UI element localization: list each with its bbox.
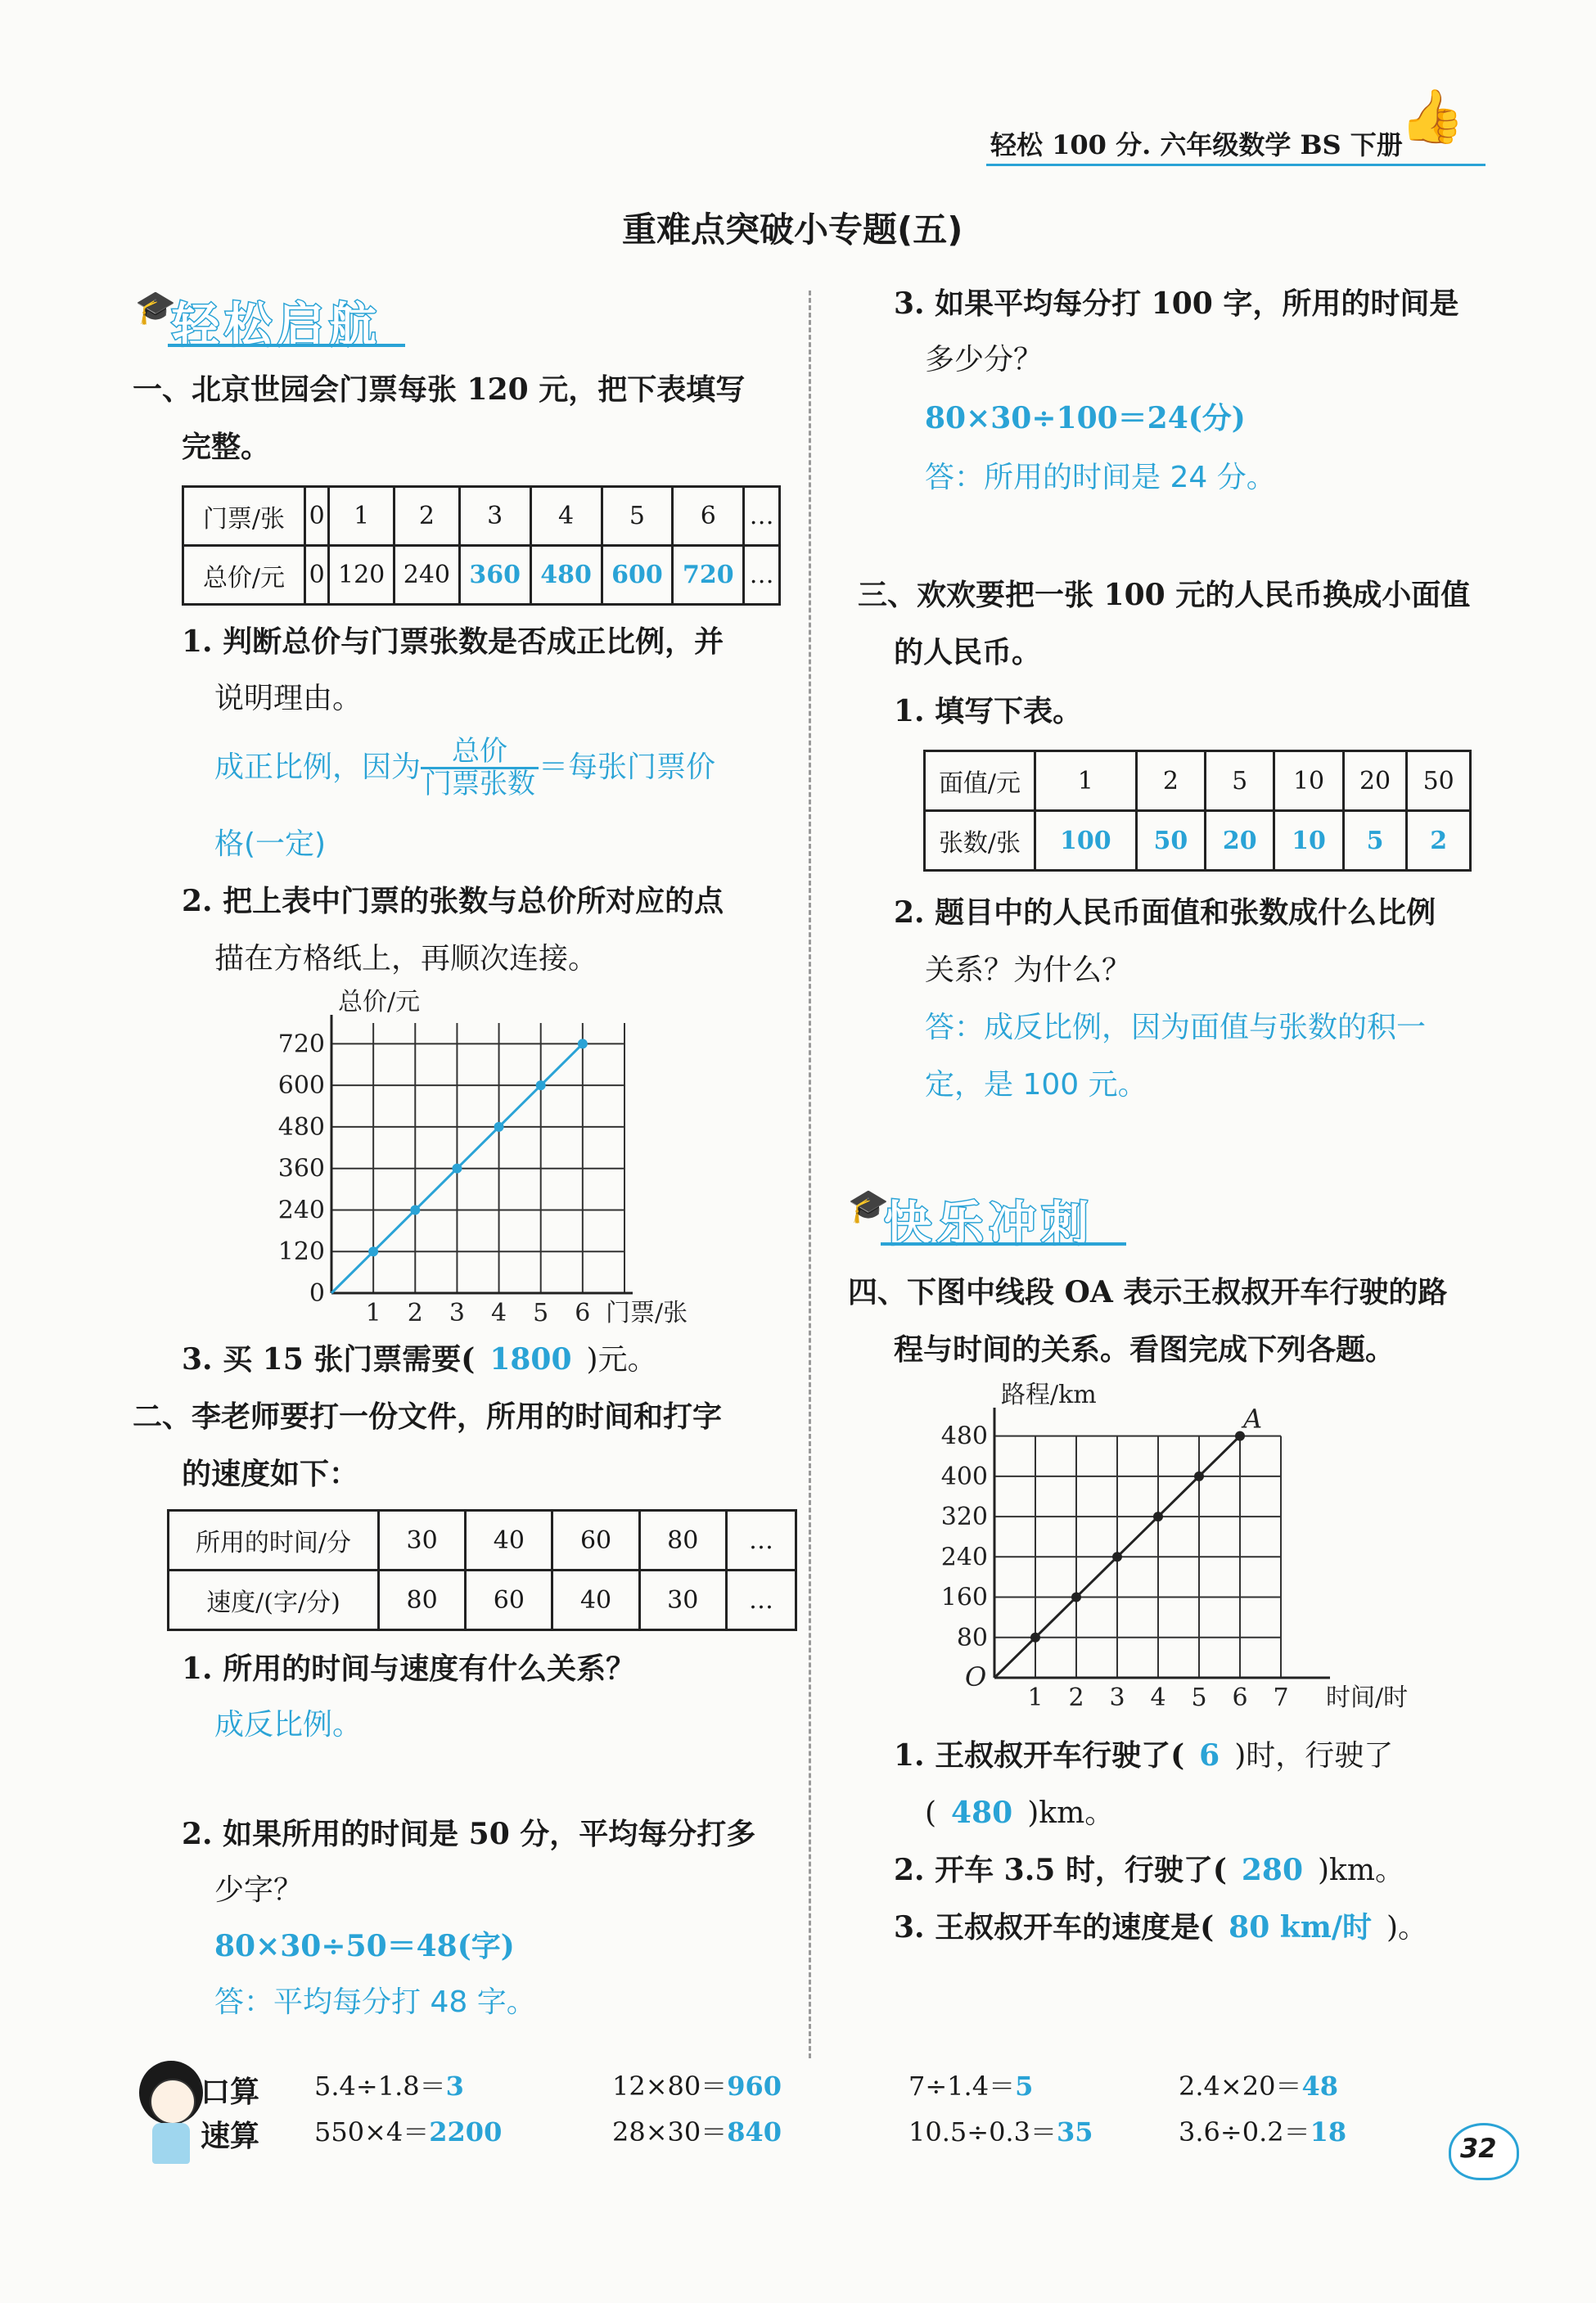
q1-cell: 1 xyxy=(329,487,394,546)
q3-cell: 1 xyxy=(1035,751,1137,811)
data-point xyxy=(1194,1471,1204,1481)
q1-sub2-line1: 2. 把上表中门票的张数与总价所对应的点 xyxy=(182,884,724,918)
x-tick-label: 6 xyxy=(1232,1683,1248,1712)
y-axis-label: 总价/元 xyxy=(338,988,421,1016)
data-point xyxy=(1030,1633,1040,1643)
q2-cell: 40 xyxy=(552,1571,639,1630)
q3-cell: 2 xyxy=(1136,751,1205,811)
q4-sub1-line2: ( 480 )km。 xyxy=(925,1796,1115,1830)
y-tick-label: 480 xyxy=(940,1422,988,1451)
q1-sub3-answer: 1800 xyxy=(489,1342,572,1377)
q3-answer2-line1: 答：成反比例，因为面值与张数的积一 xyxy=(925,1011,1427,1044)
y-tick-label: 80 xyxy=(956,1623,988,1652)
y-tick-label: 720 xyxy=(277,1030,325,1059)
q2-cell: 30 xyxy=(379,1511,466,1571)
y-tick-label: 360 xyxy=(277,1154,325,1183)
header-title: 轻松 100 分. 六年级数学 BS 下册 xyxy=(990,129,1403,160)
q3-cell: 20 xyxy=(1343,751,1407,811)
q1-cell: … xyxy=(744,546,780,605)
q1-answer-cell: 480 xyxy=(530,546,602,605)
q1-sub3: 3. 买 15 张门票需要( 1800 )元。 xyxy=(182,1342,657,1377)
q1-cell: … xyxy=(744,487,780,546)
q2-cell: 40 xyxy=(466,1511,552,1571)
q1-answer-cell: 720 xyxy=(673,546,744,605)
q1-stem-line2: 完整。 xyxy=(182,430,271,464)
y-axis-label: 路程/km xyxy=(1001,1381,1097,1409)
data-point xyxy=(1071,1593,1081,1602)
q1-sub1-line2: 说明理由。 xyxy=(214,682,363,715)
boy-mascot-body-icon xyxy=(152,2123,190,2164)
y-tick-label: 160 xyxy=(940,1583,988,1612)
data-point xyxy=(1112,1552,1122,1562)
data-point xyxy=(494,1122,504,1132)
q2-answer3-line1: 80×30÷100＝24(分) xyxy=(925,401,1246,435)
q2-sub2-line2: 少字？ xyxy=(214,1873,304,1907)
q4-stem-line1: 四、下图中线段 OA 表示王叔叔开车行驶的路 xyxy=(848,1275,1448,1309)
q2-cell: 60 xyxy=(466,1571,552,1630)
q2-cell: 60 xyxy=(552,1511,639,1571)
section-underline-1 xyxy=(168,344,405,347)
section-title-1: 轻松启航 xyxy=(172,297,382,353)
q2-cell: 80 xyxy=(639,1511,726,1571)
q4-sub1-line1: 1. 王叔叔开车行驶了( 6 )时，行驶了 xyxy=(894,1738,1394,1773)
mental-item: 28×30＝840 xyxy=(612,2116,782,2148)
q3-sub2-line1: 2. 题目中的人民币面值和张数成什么比例 xyxy=(894,895,1436,930)
q1-stem-line1: 一、北京世园会门票每张 120 元，把下表填写 xyxy=(133,372,746,407)
mental-item: 7÷1.4＝5 xyxy=(908,2071,1034,2102)
y-tick-label: 400 xyxy=(940,1462,988,1491)
x-tick-label: 3 xyxy=(1109,1683,1125,1712)
q3-sub2-line2: 关系？为什么？ xyxy=(925,953,1132,987)
data-point xyxy=(452,1164,462,1174)
x-tick-label: 2 xyxy=(407,1299,423,1327)
y-tick-label: 240 xyxy=(940,1543,988,1572)
q3-sub1: 1. 填写下表。 xyxy=(894,694,1083,728)
y-tick-label: 320 xyxy=(940,1503,988,1532)
q4-sub2: 2. 开车 3.5 时，行驶了( 280 )km。 xyxy=(894,1853,1405,1887)
mental-item: 10.5÷0.3＝35 xyxy=(908,2116,1093,2148)
x-tick-label: 1 xyxy=(1027,1683,1044,1712)
data-point xyxy=(368,1246,378,1256)
origin-label: O xyxy=(965,1661,987,1692)
q2-cell: 30 xyxy=(639,1571,726,1630)
point-label: A xyxy=(1243,1403,1263,1435)
q1-answer1-line1: 成正比例，因为 $\frac{\text{总价}}{\text{门票张数}}$ ＝每张门票价 xyxy=(214,735,716,801)
q2-answer3-line2: 答：所用的时间是 24 分。 xyxy=(925,461,1276,494)
q1-sub2-line2: 描在方格纸上，再顺次连接。 xyxy=(214,942,598,976)
mental-item: 12×80＝960 xyxy=(612,2071,782,2102)
q3-table-row1-head: 面值/元 xyxy=(925,751,1035,811)
q3-answer-cell: 10 xyxy=(1274,811,1343,871)
q3-answer-cell: 100 xyxy=(1035,811,1137,871)
column-divider xyxy=(809,291,811,2058)
q4-sub2-answer: 280 xyxy=(1241,1853,1304,1887)
x-axis-label: 时间/时 xyxy=(1326,1683,1409,1712)
q1-cell: 6 xyxy=(673,487,744,546)
q3-answer-cell: 2 xyxy=(1407,811,1471,871)
q4-sub3: 3. 王叔叔开车的速度是( 80 km/时 )。 xyxy=(894,1910,1428,1945)
q2-stem-line1: 二、李老师要打一份文件，所用的时间和打字 xyxy=(133,1399,723,1434)
q1-sub1-line1: 1. 判断总价与门票张数是否成正比例，并 xyxy=(182,624,724,659)
q1-cell: 120 xyxy=(329,546,394,605)
q3-cell: 5 xyxy=(1206,751,1274,811)
q1-cell: 0 xyxy=(305,546,329,605)
q1-answer1-line2: 格(一定) xyxy=(214,827,327,861)
x-tick-label: 3 xyxy=(449,1299,465,1327)
q1-answer-cell: 360 xyxy=(459,546,530,605)
ticket-price-chart xyxy=(262,990,737,1326)
mortarboard-icon: 🎓 xyxy=(848,1188,889,1225)
q2-sub2-line1: 2. 如果所用的时间是 50 分，平均每分打多 xyxy=(182,1817,756,1851)
fraction-denominator: 门票张数 xyxy=(424,768,536,801)
boy-mascot-face-icon xyxy=(150,2079,196,2125)
q3-answer-cell: 50 xyxy=(1136,811,1205,871)
data-point xyxy=(410,1205,420,1215)
distance-time-chart xyxy=(940,1375,1449,1719)
mental-item: 3.6÷0.2＝18 xyxy=(1179,2116,1347,2148)
data-point xyxy=(1153,1512,1163,1521)
mental-math-label: 口算速算 xyxy=(201,2075,260,2153)
q2-sub3-line2: 多少分？ xyxy=(925,343,1044,376)
q2-cell: … xyxy=(726,1571,796,1630)
x-axis-label: 门票/张 xyxy=(606,1299,688,1327)
q1-cell: 3 xyxy=(459,487,530,546)
q2-stem-line2: 的速度如下： xyxy=(182,1457,359,1491)
x-tick-label: 1 xyxy=(365,1299,381,1327)
q2-sub1: 1. 所用的时间与速度有什么关系？ xyxy=(182,1652,636,1686)
page-title: 重难点突破小专题(五) xyxy=(622,210,963,250)
y-tick-label: 0 xyxy=(309,1279,325,1308)
section-underline-2 xyxy=(881,1242,1126,1246)
x-tick-label: 7 xyxy=(1273,1683,1289,1712)
x-tick-label: 6 xyxy=(575,1299,591,1327)
q1-table-row2-head: 总价/元 xyxy=(183,546,305,605)
q3-stem-line1: 三、欢欢要把一张 100 元的人民币换成小面值 xyxy=(858,578,1471,612)
page-number: 32 xyxy=(1460,2133,1497,2164)
q4-sub1-answer2: 480 xyxy=(951,1796,1013,1830)
thumbs-up-icon: 👍 xyxy=(1400,87,1465,147)
q1-cell: 4 xyxy=(530,487,602,546)
q2-cell: … xyxy=(726,1511,796,1571)
mortarboard-icon: 🎓 xyxy=(135,289,176,327)
y-tick-label: 240 xyxy=(277,1196,325,1225)
x-tick-label: 4 xyxy=(491,1299,507,1327)
q2-answer1: 成反比例。 xyxy=(214,1708,363,1742)
q1-table-row1-head: 门票/张 xyxy=(183,487,305,546)
q1-cell: 5 xyxy=(602,487,673,546)
y-tick-label: 480 xyxy=(277,1112,325,1142)
q1-answer-cell: 600 xyxy=(602,546,673,605)
q2-answer2-line2: 答：平均每分打 48 字。 xyxy=(214,1985,536,2019)
q3-answer2-line2: 定，是 100 元。 xyxy=(925,1068,1147,1102)
q2-answer2-line1: 80×30÷50＝48(字) xyxy=(214,1929,515,1963)
q4-sub1-answer1: 6 xyxy=(1199,1738,1220,1773)
q2-cell: 80 xyxy=(379,1571,466,1630)
x-tick-label: 4 xyxy=(1150,1683,1166,1712)
y-tick-label: 600 xyxy=(277,1071,325,1101)
q2-sub3-line1: 3. 如果平均每分打 100 字，所用的时间是 xyxy=(894,286,1459,321)
q2-table xyxy=(167,1509,797,1631)
header-rule xyxy=(986,164,1486,166)
y-tick-label: 120 xyxy=(277,1237,325,1267)
mental-item: 5.4÷1.8＝3 xyxy=(314,2071,464,2102)
q1-table xyxy=(182,485,781,606)
q3-cell: 50 xyxy=(1407,751,1471,811)
fraction-numerator: 总价 xyxy=(421,737,539,769)
mental-item: 550×4＝2200 xyxy=(314,2116,503,2148)
q3-cell: 10 xyxy=(1274,751,1343,811)
q3-stem-line2: 的人民币。 xyxy=(894,635,1042,669)
x-tick-label: 5 xyxy=(1191,1683,1207,1712)
q4-stem-line2: 程与时间的关系。看图完成下列各题。 xyxy=(894,1332,1395,1367)
q3-table xyxy=(923,750,1472,872)
q1-cell: 240 xyxy=(394,546,460,605)
data-point xyxy=(536,1080,546,1090)
q1-cell: 0 xyxy=(305,487,329,546)
section-title-2: 快乐冲刺 xyxy=(884,1196,1094,1251)
q3-answer-cell: 20 xyxy=(1206,811,1274,871)
data-point xyxy=(578,1039,588,1048)
x-tick-label: 2 xyxy=(1068,1683,1084,1712)
mental-item: 2.4×20＝48 xyxy=(1179,2071,1338,2102)
x-tick-label: 5 xyxy=(533,1299,549,1327)
q2-table-row2-head: 速度/(字/分) xyxy=(169,1571,379,1630)
q4-sub3-answer: 80 km/时 xyxy=(1229,1910,1372,1945)
q1-cell: 2 xyxy=(394,487,460,546)
q3-table-row2-head: 张数/张 xyxy=(925,811,1035,871)
q2-table-row1-head: 所用的时间/分 xyxy=(169,1511,379,1571)
q3-answer-cell: 5 xyxy=(1343,811,1407,871)
